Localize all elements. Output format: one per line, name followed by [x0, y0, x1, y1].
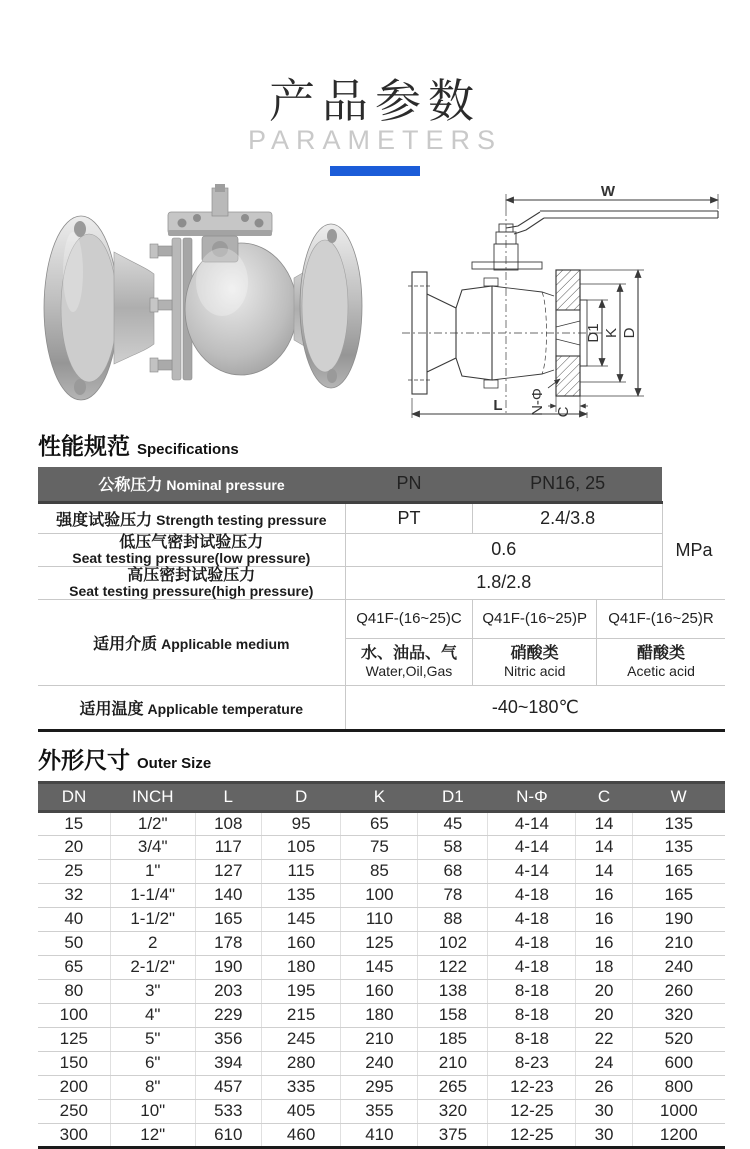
outer-size-cell: 1000 [632, 1099, 725, 1123]
outer-size-header-row [38, 782, 725, 811]
outer-size-row [38, 1003, 725, 1027]
outer-size-cell: 533 [195, 1099, 261, 1123]
outer-size-body [38, 811, 725, 1147]
outer-size-cell: 165 [632, 883, 725, 907]
outer-size-cell: 203 [195, 979, 261, 1003]
outer-size-row [38, 883, 725, 907]
outer-size-cell: 15 [38, 811, 110, 835]
spec-value-strength: 2.4/3.8 [473, 502, 663, 533]
outer-size-row [38, 859, 725, 883]
page-title: 产品参数 [269, 75, 481, 127]
outer-size-cell: 88 [418, 907, 488, 931]
outer-size-cell: 5" [110, 1027, 195, 1051]
figure-row [0, 176, 750, 418]
spec-row-seat-high [38, 566, 725, 599]
outer-size-cell: 4-18 [488, 955, 576, 979]
outer-size-cell: 12-23 [488, 1075, 576, 1099]
outer-size-cell: 6" [110, 1051, 195, 1075]
outer-size-col-header: L [195, 782, 261, 811]
spec-label-temperature: 适用温度 Applicable temperature [38, 685, 345, 730]
outer-size-cell: 457 [195, 1075, 261, 1099]
spec-label-strength: 强度试验压力 Strength testing pressure [38, 502, 345, 533]
outer-size-cell: 18 [576, 955, 632, 979]
outer-size-col-header: DN [38, 782, 110, 811]
outer-size-cell: 300 [38, 1123, 110, 1147]
outer-size-cell: 356 [195, 1027, 261, 1051]
outer-size-cell: 10" [110, 1099, 195, 1123]
outer-size-row [38, 1075, 725, 1099]
outer-size-cell: 4-14 [488, 859, 576, 883]
outer-size-cell: 125 [341, 931, 418, 955]
spec-label-seat-low: 低压气密封试验压力 Seat testing pressure(low pressure) [38, 533, 345, 566]
outer-size-cell: 12" [110, 1123, 195, 1147]
outer-size-cell: 4-14 [488, 811, 576, 835]
outer-size-cell: 2-1/2" [110, 955, 195, 979]
outer-size-cell: 108 [195, 811, 261, 835]
outer-size-cell: 1/2" [110, 811, 195, 835]
dim-label-n-phi: N-Φ [529, 388, 546, 416]
outer-size-title-en: Outer Size [137, 754, 212, 772]
outer-size-row [38, 1099, 725, 1123]
outer-size-cell: 229 [195, 1003, 261, 1027]
outer-size-cell: 20 [38, 835, 110, 859]
outer-size-cell: 260 [632, 979, 725, 1003]
outer-size-cell: 122 [418, 955, 488, 979]
spec-medium-acetic: 醋酸类 Acetic acid [597, 638, 725, 685]
outer-size-col-header: N-Φ [488, 782, 576, 811]
spec-model-p: Q41F-(16~25)P [473, 599, 597, 638]
specifications-title-cn: 性能规范 [38, 433, 130, 459]
outer-size-cell: 8" [110, 1075, 195, 1099]
spec-value-seat-high: 1.8/2.8 [345, 566, 662, 599]
outer-size-cell: 800 [632, 1075, 725, 1099]
outer-size-cell: 12-25 [488, 1123, 576, 1147]
outer-size-cell: 105 [261, 835, 341, 859]
outer-size-cell: 320 [418, 1099, 488, 1123]
outer-size-cell: 16 [576, 931, 632, 955]
outer-size-cell: 210 [418, 1051, 488, 1075]
outer-size-col-header: C [576, 782, 632, 811]
outer-size-cell: 2 [110, 931, 195, 955]
outer-size-cell: 22 [576, 1027, 632, 1051]
outer-size-cell: 240 [341, 1051, 418, 1075]
outer-size-cell: 12-25 [488, 1099, 576, 1123]
specifications-table [38, 467, 725, 732]
outer-size-cell: 1-1/4" [110, 883, 195, 907]
outer-size-cell: 320 [632, 1003, 725, 1027]
spec-value-seat-low: 0.6 [345, 533, 662, 566]
outer-size-cell: 14 [576, 859, 632, 883]
outer-size-cell: 65 [341, 811, 418, 835]
spec-model-c: Q41F-(16~25)C [345, 599, 473, 638]
outer-size-cell: 8-23 [488, 1051, 576, 1075]
outer-size-cell: 190 [195, 955, 261, 979]
dim-label-d1: D1 [585, 323, 602, 343]
outer-size-cell: 80 [38, 979, 110, 1003]
outer-size-cell: 410 [341, 1123, 418, 1147]
outer-size-cell: 520 [632, 1027, 725, 1051]
outer-size-cell: 32 [38, 883, 110, 907]
outer-size-cell: 165 [632, 859, 725, 883]
outer-size-cell: 335 [261, 1075, 341, 1099]
outer-size-cell: 4-18 [488, 907, 576, 931]
outer-size-cell: 265 [418, 1075, 488, 1099]
outer-size-cell: 1-1/2" [110, 907, 195, 931]
spec-row-seat-low [38, 533, 725, 566]
spec-code-pt: PT [345, 502, 473, 533]
spec-label-nominal: 公称压力 Nominal pressure [38, 467, 345, 502]
outer-size-cell: 165 [195, 907, 261, 931]
outer-size-cell: 125 [38, 1027, 110, 1051]
outer-size-cell: 115 [261, 859, 341, 883]
title-accent-bar [330, 166, 420, 176]
outer-size-cell: 394 [195, 1051, 261, 1075]
page-subtitle: PARAMETERS [247, 125, 503, 155]
outer-size-cell: 20 [576, 979, 632, 1003]
outer-size-table [38, 781, 725, 1149]
outer-size-cell: 58 [418, 835, 488, 859]
outer-size-cell: 200 [38, 1075, 110, 1099]
outer-size-cell: 3" [110, 979, 195, 1003]
spec-medium-water: 水、油品、气 Water,Oil,Gas [345, 638, 473, 685]
outer-size-cell: 8-18 [488, 1003, 576, 1027]
outer-size-cell: 30 [576, 1123, 632, 1147]
outer-size-row [38, 1027, 725, 1051]
outer-size-cell: 50 [38, 931, 110, 955]
outer-size-cell: 180 [261, 955, 341, 979]
outer-size-cell: 4-18 [488, 931, 576, 955]
outer-size-cell: 40 [38, 907, 110, 931]
outer-size-cell: 14 [576, 835, 632, 859]
outer-size-title-cn: 外形尺寸 [38, 746, 130, 773]
dim-label-d: D [621, 327, 638, 339]
outer-size-cell: 45 [418, 811, 488, 835]
spec-row-strength [38, 502, 725, 533]
outer-size-heading [38, 742, 750, 775]
outer-size-cell: 160 [261, 931, 341, 955]
specifications-title-en: Specifications [137, 441, 239, 458]
outer-size-cell: 16 [576, 907, 632, 931]
outer-size-row [38, 979, 725, 1003]
outer-size-cell: 610 [195, 1123, 261, 1147]
outer-size-row [38, 955, 725, 979]
outer-size-cell: 1200 [632, 1123, 725, 1147]
outer-size-col-header: K [341, 782, 418, 811]
outer-size-cell: 375 [418, 1123, 488, 1147]
spec-row-temperature [38, 685, 725, 730]
spec-unit: MPa [662, 502, 725, 599]
outer-size-cell: 280 [261, 1051, 341, 1075]
spec-row-nominal [38, 467, 725, 502]
outer-size-row [38, 931, 725, 955]
spec-label-seat-high: 高压密封试验压力 Seat testing pressure(high pressure) [38, 566, 345, 599]
dim-label-l: L [493, 397, 503, 414]
outer-size-cell: 215 [261, 1003, 341, 1027]
dim-label-k: K [603, 327, 620, 339]
spec-medium-nitric: 硝酸类 Nitric acid [473, 638, 597, 685]
outer-size-cell: 8-18 [488, 979, 576, 1003]
outer-size-cell: 135 [261, 883, 341, 907]
outer-size-row [38, 835, 725, 859]
outer-size-cell: 16 [576, 883, 632, 907]
outer-size-cell: 8-18 [488, 1027, 576, 1051]
outer-size-cell: 158 [418, 1003, 488, 1027]
outer-size-cell: 4-14 [488, 835, 576, 859]
outer-size-cell: 190 [632, 907, 725, 931]
outer-size-col-header: W [632, 782, 725, 811]
outer-size-cell: 20 [576, 1003, 632, 1027]
outer-size-row [38, 907, 725, 931]
outer-size-row [38, 811, 725, 835]
spec-code-pn: PN [345, 467, 473, 502]
outer-size-cell: 180 [341, 1003, 418, 1027]
dim-label-w: W [600, 183, 616, 200]
outer-size-cell: 245 [261, 1027, 341, 1051]
outer-size-cell: 138 [418, 979, 488, 1003]
outer-size-cell: 65 [38, 955, 110, 979]
outer-size-cell: 145 [261, 907, 341, 931]
outer-size-cell: 178 [195, 931, 261, 955]
spec-value-temperature: -40~180℃ [345, 685, 725, 730]
outer-size-cell: 140 [195, 883, 261, 907]
outer-size-cell: 4" [110, 1003, 195, 1027]
outer-size-cell: 25 [38, 859, 110, 883]
spec-label-medium: 适用介质 Applicable medium [38, 599, 345, 685]
outer-size-cell: 100 [341, 883, 418, 907]
outer-size-cell: 95 [261, 811, 341, 835]
outer-size-cell: 75 [341, 835, 418, 859]
outer-size-cell: 3/4" [110, 835, 195, 859]
outer-size-cell: 145 [341, 955, 418, 979]
spec-model-r: Q41F-(16~25)R [597, 599, 725, 638]
outer-size-col-header: D1 [418, 782, 488, 811]
outer-size-row [38, 1051, 725, 1075]
outer-size-cell: 135 [632, 835, 725, 859]
outer-size-cell: 195 [261, 979, 341, 1003]
outer-size-col-header: D [261, 782, 341, 811]
outer-size-cell: 85 [341, 859, 418, 883]
outer-size-cell: 26 [576, 1075, 632, 1099]
valve-dimension-drawing [396, 182, 736, 422]
spec-row-models [38, 599, 725, 638]
outer-size-cell: 250 [38, 1099, 110, 1123]
outer-size-cell: 127 [195, 859, 261, 883]
spec-value-nominal: PN16, 25 [473, 467, 663, 502]
outer-size-cell: 102 [418, 931, 488, 955]
dim-label-c: C [555, 406, 572, 418]
outer-size-cell: 460 [261, 1123, 341, 1147]
outer-size-cell: 4-18 [488, 883, 576, 907]
outer-size-cell: 240 [632, 955, 725, 979]
outer-size-cell: 185 [418, 1027, 488, 1051]
outer-size-cell: 135 [632, 811, 725, 835]
page-header [0, 0, 750, 176]
outer-size-cell: 100 [38, 1003, 110, 1027]
outer-size-cell: 355 [341, 1099, 418, 1123]
outer-size-cell: 210 [632, 931, 725, 955]
outer-size-col-header: INCH [110, 782, 195, 811]
outer-size-row [38, 1123, 725, 1147]
outer-size-cell: 295 [341, 1075, 418, 1099]
outer-size-cell: 117 [195, 835, 261, 859]
outer-size-cell: 1" [110, 859, 195, 883]
outer-size-cell: 110 [341, 907, 418, 931]
outer-size-cell: 14 [576, 811, 632, 835]
outer-size-cell: 210 [341, 1027, 418, 1051]
specifications-heading [38, 428, 750, 461]
outer-size-cell: 150 [38, 1051, 110, 1075]
outer-size-cell: 160 [341, 979, 418, 1003]
outer-size-cell: 68 [418, 859, 488, 883]
outer-size-cell: 30 [576, 1099, 632, 1123]
valve-photo-illustration [26, 182, 388, 422]
outer-size-cell: 405 [261, 1099, 341, 1123]
outer-size-cell: 24 [576, 1051, 632, 1075]
outer-size-cell: 78 [418, 883, 488, 907]
spec-header-spacer [662, 467, 725, 502]
outer-size-cell: 600 [632, 1051, 725, 1075]
